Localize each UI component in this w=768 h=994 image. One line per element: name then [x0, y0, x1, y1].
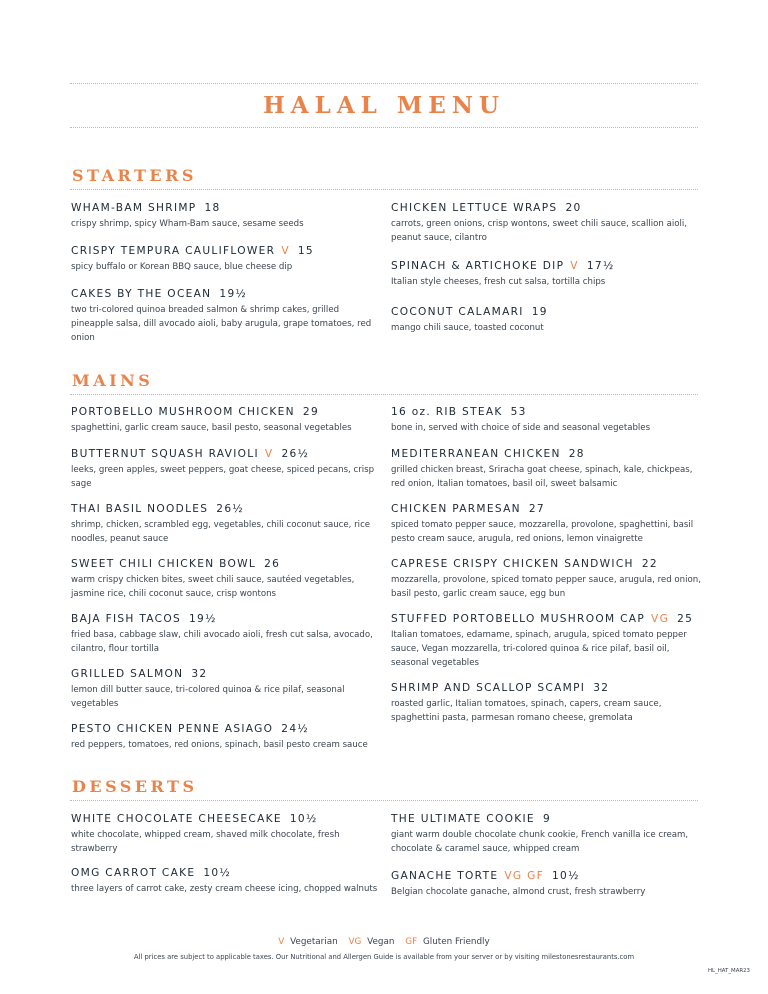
- item-price: 20: [565, 202, 582, 214]
- mains-divider: [70, 394, 698, 395]
- item-price: 25: [677, 613, 694, 625]
- item-price: 22: [641, 558, 658, 570]
- top-divider: [70, 83, 698, 84]
- item-name: CHICKEN PARMESAN: [391, 503, 521, 515]
- item-description: Italian tomatoes, edamame, spinach, arugula, spiced tomato pepper sauce, Vegan mozzarella, tri-colored quinoa & rice pilaf, basil oil, seasonal vegetables: [391, 630, 687, 668]
- dietary-tag: V: [264, 448, 274, 460]
- item-name: SPINACH & ARTICHOKE DIP: [391, 260, 565, 272]
- item-description: lemon dill butter sauce, tri-colored quinoa & rice pilaf, seasonal vegetables: [71, 685, 345, 709]
- item-price: 18: [204, 202, 221, 214]
- item-description: spaghettini, garlic cream sauce, basil pesto, seasonal vegetables: [71, 423, 352, 433]
- starters-divider: [70, 189, 698, 190]
- item-description: Italian style cheeses, fresh cut salsa, tortilla chips: [391, 277, 606, 287]
- menu-item: [391, 502, 703, 546]
- item-description: grilled chicken breast, Sriracha goat cheese, spinach, kale, chickpeas, red onion, Italian tomatoes, basil oil, sweet balsamic: [391, 465, 693, 489]
- menu-item: [391, 405, 703, 435]
- menu-item: [71, 405, 383, 435]
- item-description: three layers of carrot cake, zesty cream cheese icing, chopped walnuts: [71, 884, 378, 894]
- item-name: PESTO CHICKEN PENNE ASIAGO: [71, 723, 274, 735]
- item-name: OMG CARROT CAKE: [71, 867, 196, 879]
- item-name: PORTOBELLO MUSHROOM CHICKEN: [71, 406, 295, 418]
- item-description: mango chili sauce, toasted coconut: [391, 323, 544, 333]
- dietary-tag: V: [570, 260, 579, 272]
- item-name: CAPRESE CRISPY CHICKEN SANDWICH: [391, 558, 634, 570]
- item-name: CAKES BY THE OCEAN: [71, 288, 212, 300]
- menu-item: [391, 259, 703, 289]
- legend-v-label: Vegetarian: [290, 937, 338, 947]
- menu-item: [71, 812, 383, 856]
- menu-item: [71, 557, 383, 601]
- desserts-divider: [70, 800, 698, 801]
- dietary-legend: [0, 937, 768, 947]
- item-name: GANACHE TORTE: [391, 870, 499, 882]
- item-description: warm crispy chicken bites, sweet chili sauce, sautéed vegetables, jasmine rice, chili coconut sauce, crisp wontons: [71, 575, 355, 599]
- title-divider: [70, 127, 698, 128]
- legend-gf-code: GF: [405, 937, 418, 947]
- item-description: leeks, green apples, sweet peppers, goat cheese, spiced pecans, crisp sage: [71, 465, 375, 489]
- item-description: spiced tomato pepper sauce, mozzarella, provolone, spaghettini, basil pesto cream sauce, arugula, red onions, lemon vinaigrette: [391, 520, 694, 544]
- item-price: 32: [593, 682, 610, 694]
- item-price: 27: [528, 503, 545, 515]
- section-mains: MAINS: [72, 371, 154, 390]
- menu-item: [71, 287, 383, 345]
- item-name: SHRIMP AND SCALLOP SCAMPI: [391, 682, 586, 694]
- item-description: red peppers, tomatoes, red onions, spinach, basil pesto cream sauce: [71, 740, 368, 750]
- item-name: MEDITERRANEAN CHICKEN: [391, 448, 561, 460]
- menu-item: [71, 667, 383, 711]
- footnote: All prices are subject to applicable taxes. Our Nutritional and Allergen Guide is available from your server or by visiting milestonesrestaurants.com: [133, 953, 635, 961]
- item-price: 26½: [281, 448, 310, 460]
- legend-gf-label: Gluten Friendly: [422, 937, 490, 947]
- item-name: WHAM-BAM SHRIMP: [71, 202, 197, 214]
- item-description: crispy shrimp, spicy Wham-Bam sauce, sesame seeds: [71, 219, 304, 229]
- item-description: spicy buffalo or Korean BBQ sauce, blue cheese dip: [71, 262, 293, 272]
- item-price: 28: [568, 448, 585, 460]
- dietary-tag: V: [281, 245, 290, 257]
- item-name: BUTTERNUT SQUASH RAVIOLI: [71, 448, 259, 460]
- menu-item: [391, 812, 703, 856]
- item-description: carrots, green onions, crisp wontons, sweet chili sauce, scallion aioli, peanut sauce, cilantro: [391, 219, 688, 243]
- item-name: CRISPY TEMPURA CAULIFLOWER: [71, 245, 276, 257]
- item-description: fried basa, cabbage slaw, chili avocado aioli, fresh cut salsa, avocado, cilantro, flour tortilla: [71, 630, 373, 654]
- item-price: 19½: [189, 613, 217, 625]
- item-price: 32: [191, 668, 208, 680]
- legend-vg-label: Vegan: [367, 937, 395, 947]
- section-starters: STARTERS: [72, 166, 197, 185]
- menu-item: [391, 201, 703, 245]
- item-name: SWEET CHILI CHICKEN BOWL: [71, 558, 257, 570]
- item-price: 53: [510, 406, 527, 418]
- item-description: white chocolate, whipped cream, shaved milk chocolate, fresh strawberry: [71, 830, 340, 854]
- menu-item: [71, 866, 383, 896]
- menu-item: [71, 447, 383, 491]
- item-name: CHICKEN LETTUCE WRAPS: [391, 202, 558, 214]
- dietary-tag: VG: [651, 613, 670, 625]
- document-code: HL_HAT_MAR23: [707, 968, 750, 974]
- item-price: 15: [297, 245, 314, 257]
- item-description: Belgian chocolate ganache, almond crust, fresh strawberry: [391, 887, 646, 897]
- item-name: STUFFED PORTOBELLO MUSHROOM CAP: [391, 613, 646, 625]
- item-price: 10½: [289, 813, 318, 825]
- menu-item: [71, 201, 383, 231]
- item-name: THE ULTIMATE COOKIE: [391, 813, 535, 825]
- item-price: 26: [264, 558, 281, 570]
- item-price: 17½: [586, 260, 615, 272]
- menu-item: [71, 612, 383, 656]
- item-description: bone in, served with choice of side and seasonal vegetables: [391, 423, 651, 433]
- item-name: COCONUT CALAMARI: [391, 306, 524, 318]
- item-description: shrimp, chicken, scrambled egg, vegetables, chili coconut sauce, rice noodles, peanut sauce: [71, 520, 371, 544]
- item-price: 10½: [203, 867, 232, 879]
- menu-item: [71, 722, 383, 752]
- item-description: giant warm double chocolate chunk cookie, French vanilla ice cream, chocolate & caramel sauce, whipped cream: [391, 830, 689, 854]
- menu-item: [391, 305, 703, 335]
- dietary-tag: VG GF: [504, 870, 544, 882]
- item-price: 24½: [281, 723, 309, 735]
- item-name: THAI BASIL NOODLES: [71, 503, 209, 515]
- menu-item: [391, 681, 703, 725]
- item-price: 19: [531, 306, 548, 318]
- menu-item: [391, 869, 703, 899]
- item-price: 26½: [216, 503, 244, 515]
- menu-item: [391, 612, 703, 670]
- item-price: 29: [302, 406, 319, 418]
- legend-vg-code: VG: [348, 937, 362, 947]
- section-desserts: DESSERTS: [72, 777, 198, 796]
- menu-item: [391, 557, 703, 601]
- menu-item: [391, 447, 703, 491]
- item-name: BAJA FISH TACOS: [71, 613, 182, 625]
- menu-item: [71, 244, 383, 274]
- item-price: 9: [542, 813, 551, 825]
- item-name: GRILLED SALMON: [71, 668, 184, 680]
- item-name: WHITE CHOCOLATE CHEESECAKE: [71, 813, 282, 825]
- menu-title: HALAL MENU: [263, 92, 505, 119]
- item-description: roasted garlic, Italian tomatoes, spinach, capers, cream sauce, spaghettini pasta, parmesan romano cheese, gremolata: [391, 699, 662, 723]
- item-name: 16 oz. RIB STEAK: [391, 406, 503, 418]
- legend-v-code: V: [278, 937, 285, 947]
- item-price: 10½: [551, 870, 580, 882]
- item-description: mozzarella, provolone, spiced tomato pepper sauce, arugula, red onion, basil pesto, garlic cream sauce, egg bun: [391, 575, 701, 599]
- menu-item: [71, 502, 383, 546]
- item-price: 19½: [219, 288, 248, 300]
- item-description: two tri-colored quinoa breaded salmon & shrimp cakes, grilled pineapple salsa, dill avocado aioli, baby arugula, grape tomatoes, red onion: [71, 305, 372, 343]
